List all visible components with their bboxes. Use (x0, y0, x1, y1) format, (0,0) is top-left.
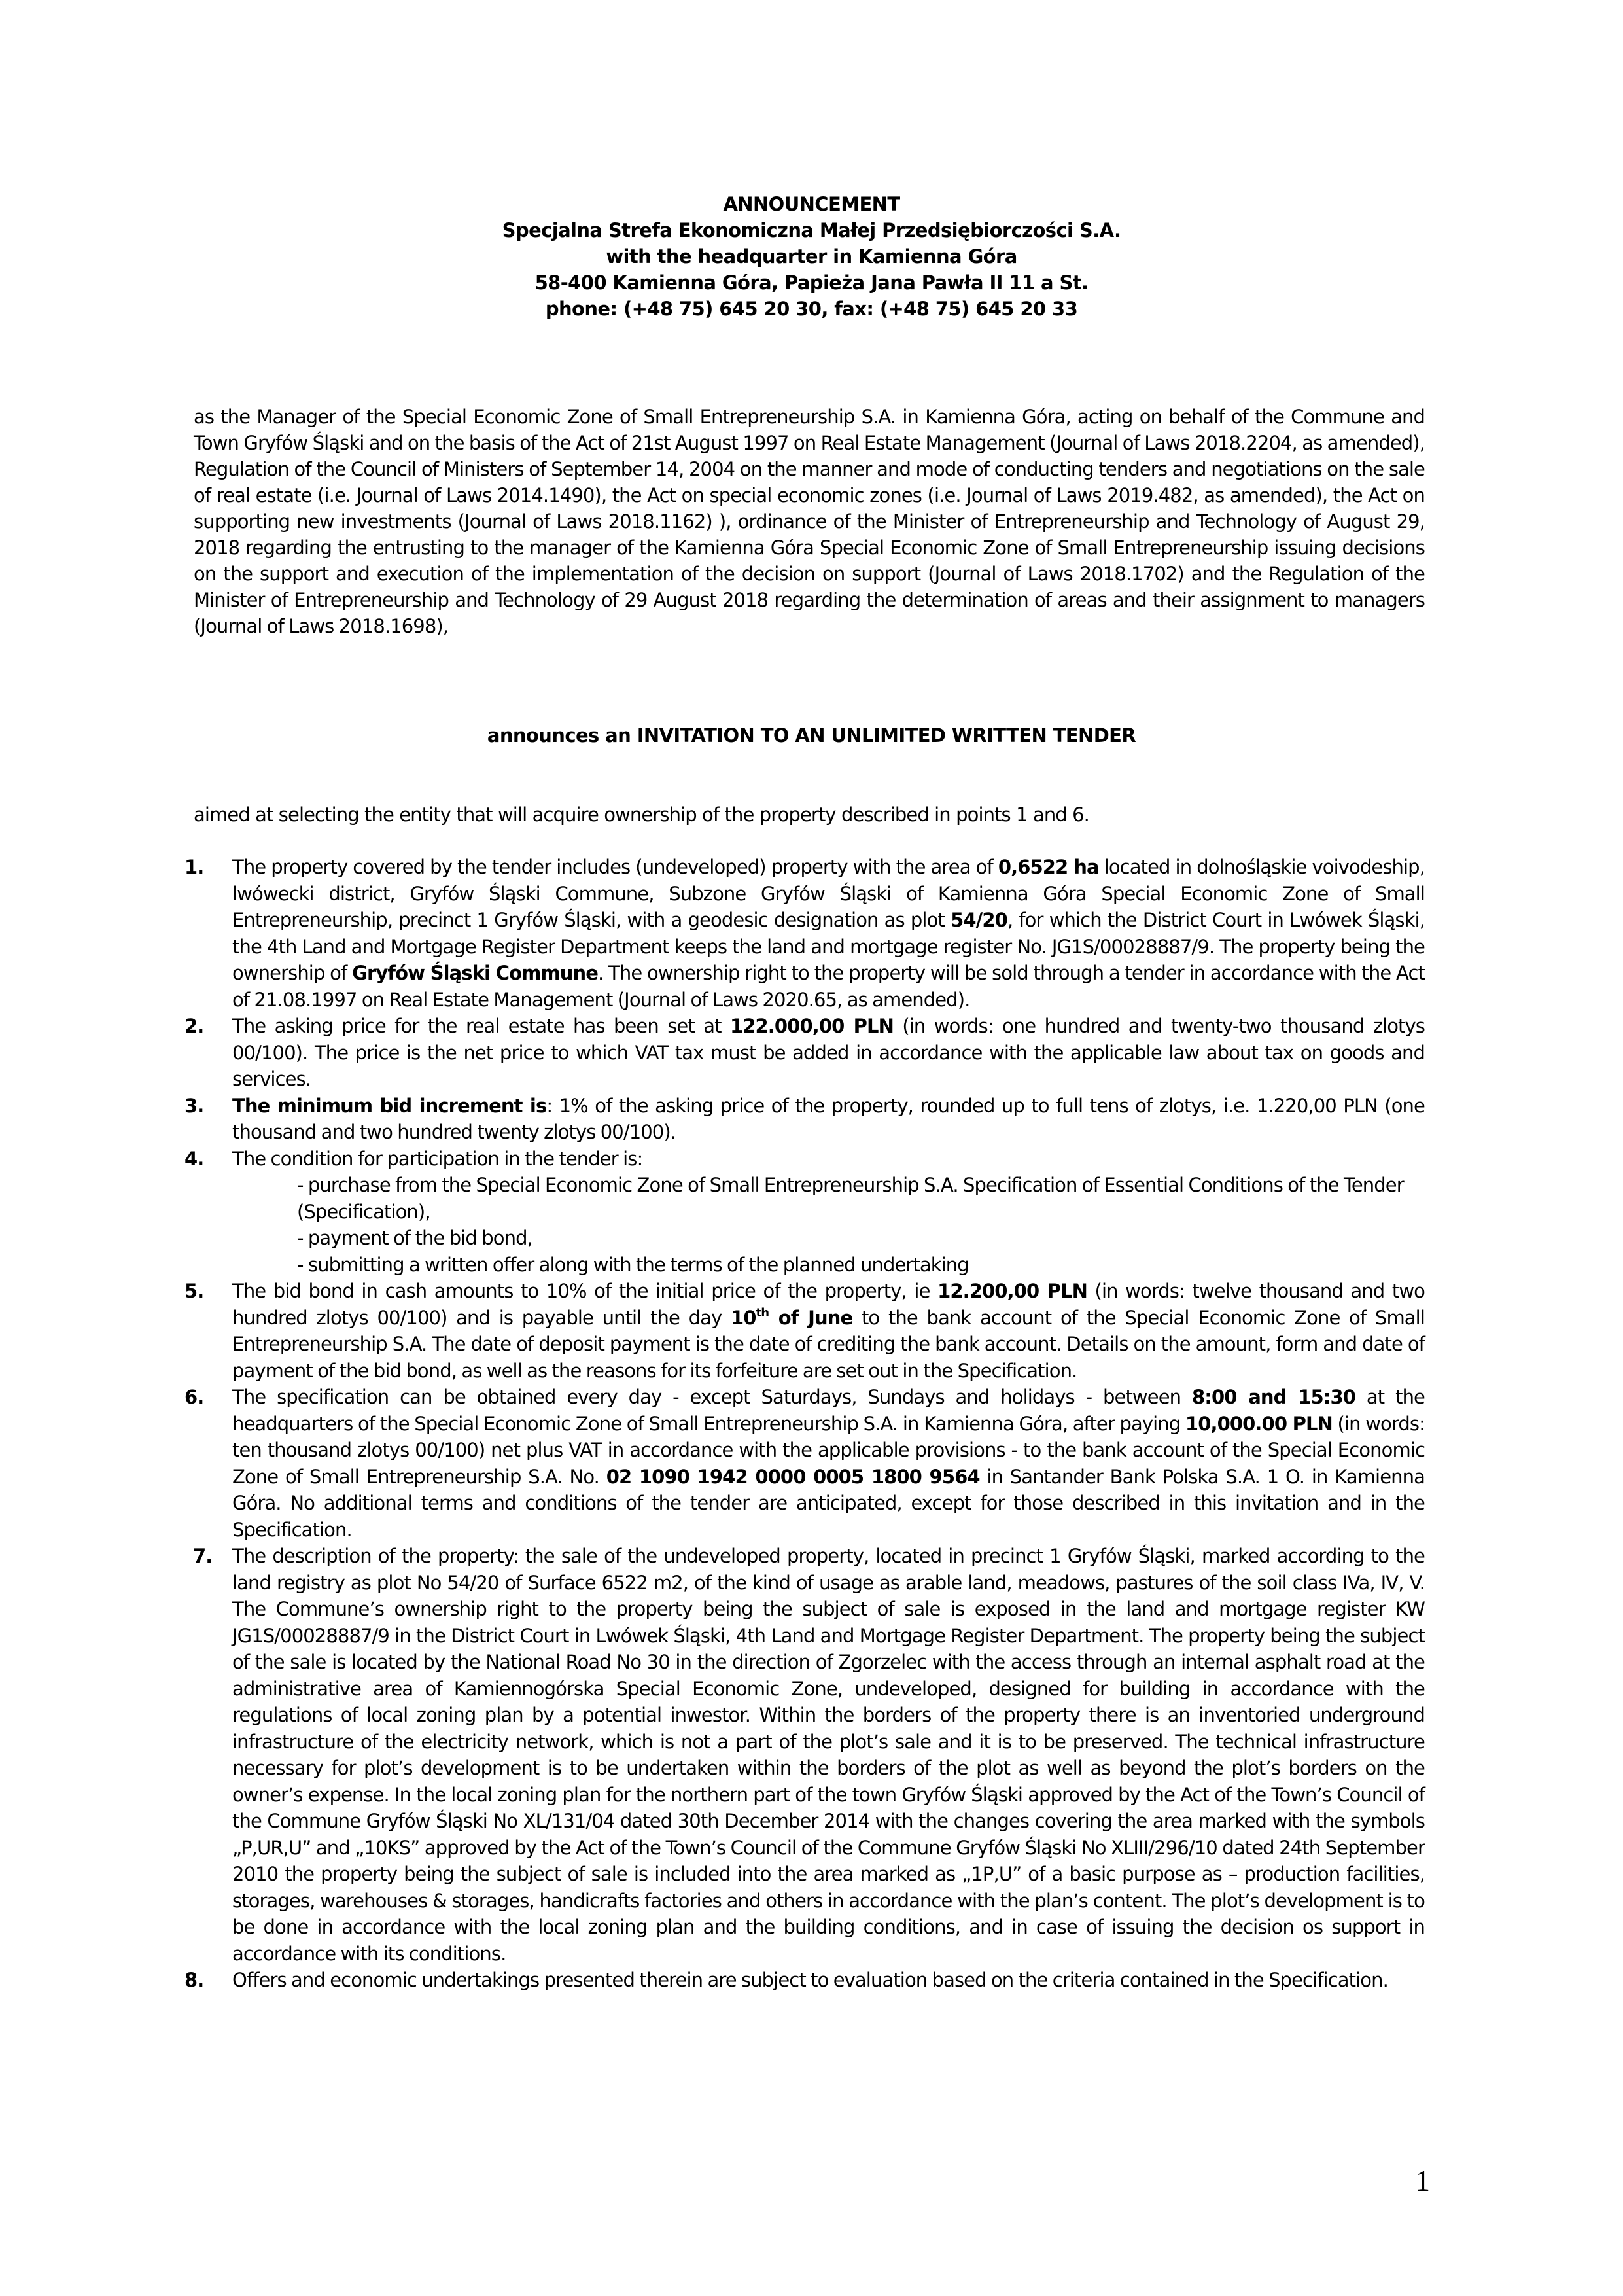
emphasized-text: 8:00 and 15:30 (1191, 1386, 1356, 1408)
list-item-number: 5. (184, 1280, 204, 1302)
list-item (184, 1013, 1425, 1093)
list-item-text (232, 1545, 1425, 1965)
list-item-text (232, 1095, 1425, 1144)
list-item (184, 1967, 1425, 1994)
announcement-title: INVITATION TO AN UNLIMITED WRITTEN TENDER (637, 724, 1136, 747)
emphasized-text: of June (769, 1306, 853, 1329)
header-headquarter: with the headquarter in Kamienna Góra (606, 245, 1017, 268)
list-item (184, 1384, 1425, 1543)
text-run: The property covered by the tender includes (undeveloped) property with the area of (232, 856, 998, 878)
participation-conditions-list (232, 1172, 1425, 1278)
emphasized-text: 122.000,00 PLN (729, 1015, 894, 1037)
list-item-number: 6. (184, 1386, 204, 1408)
emphasized-text: th (756, 1305, 769, 1320)
list-item-number: 4. (184, 1147, 204, 1170)
text-run: to the bank account of the Special Economic Zone of Small Entrepreneurship S.A. The date of deposit payment is the date of crediting the bank account. Details on the amount, form and date of payment of the bid bond, as well as the reasons for its forfeiture are set out in the Specification. (232, 1306, 1425, 1382)
sub-list-item: - purchase from the Special Economic Zone of Small Entrepreneurship S.A. Specification of Essential Conditions of the Tender (Specification), (297, 1174, 1404, 1223)
emphasized-text: 02 1090 1942 0000 0005 1800 9564 (606, 1465, 980, 1488)
emphasized-text: 54/20 (951, 909, 1007, 931)
aim-paragraph: aimed at selecting the entity that will acquire ownership of the property described in points 1 and 6. (194, 804, 1090, 826)
list-item (184, 854, 1425, 1013)
list-item (184, 1543, 1425, 1967)
list-item-number: 7. (193, 1545, 213, 1567)
list-item-number: 2. (184, 1015, 204, 1037)
tender-conditions-list (184, 854, 1425, 1994)
list-item-text (232, 1015, 1425, 1090)
emphasized-text: 12.200,00 PLN (937, 1280, 1087, 1302)
announcement-header (0, 191, 1623, 322)
header-title: ANNOUNCEMENT (723, 193, 900, 215)
emphasized-text: 10,000.00 PLN (1185, 1412, 1333, 1435)
list-item-number: 3. (184, 1094, 204, 1117)
text-run: (in words: ten thousand zlotys 00/100) net plus VAT in accordance with the applicable provisions - to the bank account of the Special Economic Zone of Small Entrepreneurship S.A. No. (232, 1412, 1425, 1488)
text-run: The condition for participation in the tender is: (232, 1147, 643, 1170)
text-run: (in words: one hundred and twenty-two thousand zlotys 00/100). The price is the net price to which VAT tax must be added in accordance with the applicable law about tax on goods and services. (232, 1015, 1425, 1090)
list-item (184, 1146, 1425, 1279)
text-run: in Santander Bank Polska S.A. 1 O. in Kamienna Góra. No additional terms and conditions of the tender are anticipated, except for those described in this invitation and in the Specification. (232, 1465, 1425, 1541)
list-item-text (232, 1148, 642, 1170)
sub-list-item: - payment of the bid bond, (297, 1227, 532, 1249)
list-item (184, 1278, 1425, 1384)
sub-list-item: - submitting a written offer along with the terms of the planned undertaking (297, 1253, 969, 1276)
list-item-number: 1. (184, 856, 204, 878)
text-run: The asking price for the real estate has been set at (232, 1015, 730, 1037)
header-company-name: Specjalna Strefa Ekonomiczna Małej Przedsiębiorczości S.A. (502, 219, 1121, 241)
emphasized-text: 0,6522 ha (998, 856, 1099, 878)
text-run: Offers and economic undertakings presented therein are subject to evaluation based on the criteria contained in the Specification. (232, 1969, 1388, 1991)
text-run: The description of the property: the sale of the undeveloped property, located in precinct 1 Gryfów Śląski, marked according to the land registry as plot No 54/20 of Surface 6522 m2, of the kind of usage as arable land, meadows, pastures of the soil class IVa, IV, V. The Commune’s ownership right to the property being the subject of sale is exposed in the land and mortgage register KW JG1S/00028887/9 in the District Court in Lwówek Śląski, 4th Land and Mortgage Register Department. The property being the subject of the sale is located by the National Road No 30 in the direction of Zgorzelec with the access through an internal asphalt road at the administrative area of Kamiennogórska Special Economic Zone, undeveloped, designed for building in accordance with the regulations of local zoning plan by a potential inwestor. Within the borders of the property there is an inventoried underground infrastructure of the electricity network, which is not a part of the plot’s sale and it is to be preserved. The technical infrastructure necessary for plot’s development is to be undertaken within the borders of the plot as well as beyond the plot’s borders on the owner’s expense. In the local zoning plan for the northern part of the town Gryfów Śląski approved by the Act of the Town’s Council of the Commune Gryfów Śląski No XL/131/04 dated 30th December 2014 with the changes covering the area marked with the symbols „P,UR,U” and „10KS” approved by the Act of the Town’s Council of the Commune Gryfów Śląski No XLIII/296/10 dated 24th September 2010 the property being the subject of sale is included into the area marked as „1P,U” of a basic purpose as – production facilities, storages, warehouses & storages, handicrafts factories and others in accordance with the plan’s content. The plot’s development is to be done in accordance with the local zoning plan and the building conditions, and in case of issuing the decision os support in accordance with its conditions. (232, 1545, 1425, 1965)
text-run: , for which the District Court in Lwówek Śląski, the 4th Land and Mortgage Register Department keeps the land and mortgage register No. JG1S/00028887/9. The property being the ownership of (232, 909, 1425, 984)
header-address: 58-400 Kamienna Góra, Papieża Jana Pawła II 11 a St. (534, 272, 1089, 294)
intro-paragraph: as the Manager of the Special Economic Zone of Small Entrepreneurship S.A. in Kamienna Góra, acting on behalf of the Commune and Town Gryfów Śląski and on the basis of the Act of 21st August 1997 on Real Estate Management (Journal of Laws 2018.2204, as amended), Regulation of the Council of Ministers of September 14, 2004 on the manner and mode of conducting tenders and negotiations on the sale of real estate (i.e. Journal of Laws 2014.1490), the Act on special economic zones (i.e. Journal of Laws 2019.482, as amended), the Act on supporting new investments (Journal of Laws 2018.1162) ), ordinance of the Minister of Entrepreneurship and Technology of August 29, 2018 regarding the entrusting to the manager of the Kamienna Góra Special Economic Zone of Small Entrepreneurship issuing decisions on the support and execution of the implementation of the decision on support (Journal of Laws 2018.1702) and the Regulation of the Minister of Entrepreneurship and Technology of 29 August 2018 regarding the determination of areas and their assignment to managers (Journal of Laws 2018.1698), (194, 406, 1425, 637)
text-run: The bid bond in cash amounts to 10% of the initial price of the property, ie (232, 1280, 938, 1302)
text-run: at the headquarters of the Special Economic Zone of Small Entrepreneurship S.A. in Kamienna Góra, after paying (232, 1386, 1425, 1435)
list-item-text (232, 856, 1425, 1011)
announcement-prefix: announces an (487, 724, 637, 747)
header-contact: phone: (+48 75) 645 20 30, fax: (+48 75) 645 20 33 (545, 298, 1078, 320)
text-run: . The ownership right to the property will be sold through a tender in accordance with the Act of 21.08.1997 on Real Estate Management (Journal of Laws 2020.65, as amended). (232, 962, 1425, 1011)
emphasized-text: The minimum bid increment is (232, 1094, 547, 1117)
text-run: The specification can be obtained every day - except Saturdays, Sundays and holidays - between (232, 1386, 1192, 1408)
page-number: 1 (1415, 2164, 1430, 2197)
list-item-text (232, 1280, 1425, 1382)
text-run: located in dolnośląskie voivodeship, lwówecki district, Gryfów Śląski Commune, Subzone Gryfów Śląski of Kamienna Góra Special Economic Zone of Small Entrepreneurship, precinct 1 Gryfów Śląski, with a geodesic designation as plot (232, 856, 1425, 931)
list-item-text (232, 1969, 1388, 1991)
list-item-text (232, 1386, 1425, 1541)
list-item (184, 1093, 1425, 1146)
list-item-number: 8. (184, 1969, 204, 1991)
text-run: : 1% of the asking price of the property, rounded up to full tens of zlotys, i.e. 1.220,00 PLN (one thousand and two hundred twenty zlotys 00/100). (232, 1094, 1425, 1143)
emphasized-text: 10 (731, 1306, 756, 1329)
emphasized-text: Gryfów Śląski Commune (352, 962, 598, 984)
announcement-heading (0, 722, 1623, 749)
text-run: (in words: twelve thousand and two hundred zlotys 00/100) and is payable until the day (232, 1280, 1425, 1329)
